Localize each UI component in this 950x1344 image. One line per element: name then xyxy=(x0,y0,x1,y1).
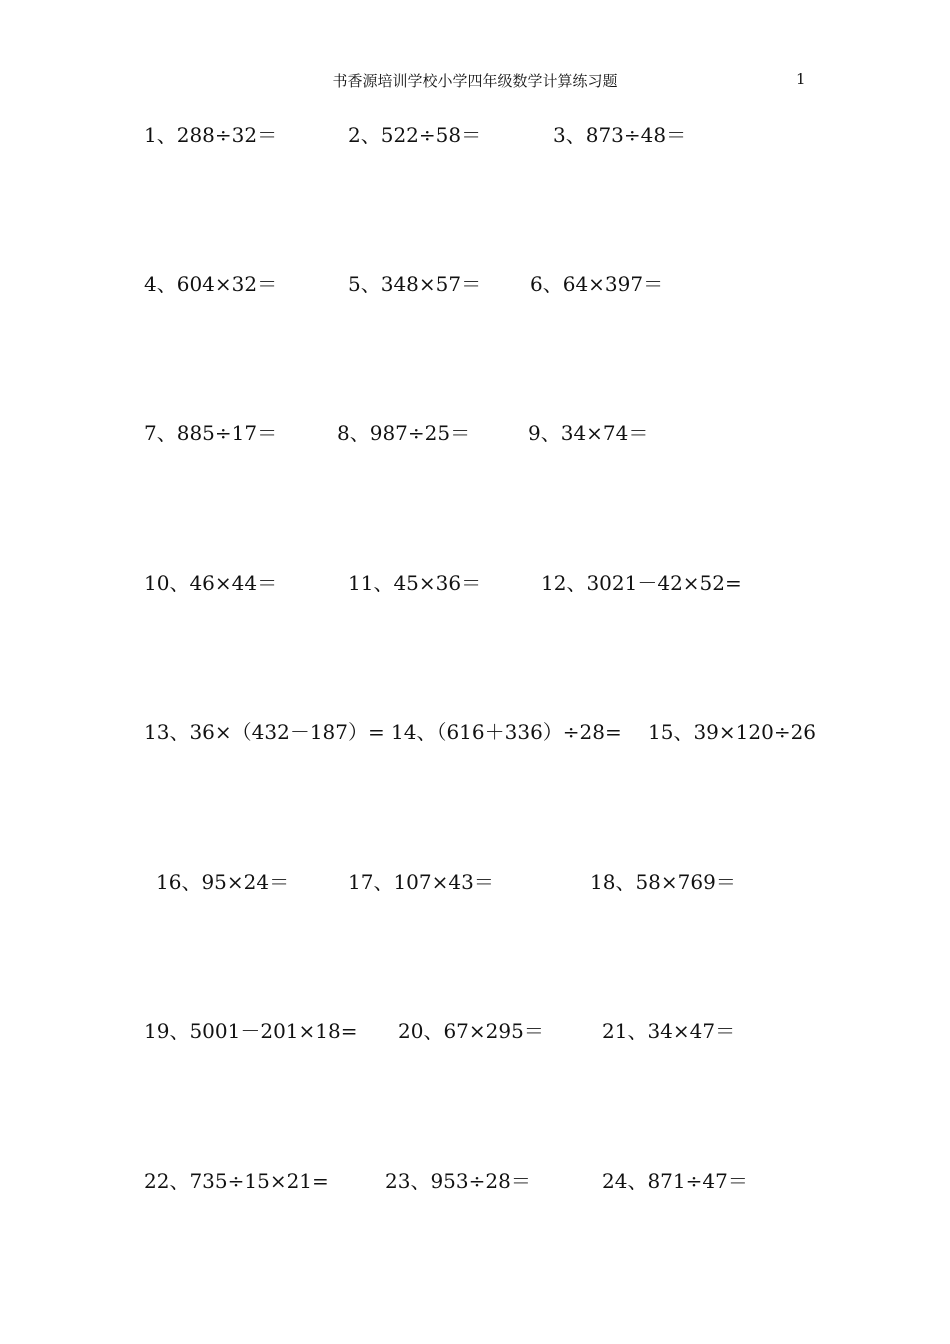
problem-20: 20、67×295＝ xyxy=(398,1019,544,1043)
page-number: 1 xyxy=(796,70,806,88)
problem-3: 3、873÷48＝ xyxy=(553,123,687,147)
problem-23: 23、953÷28＝ xyxy=(385,1169,531,1193)
problem-21: 21、34×47＝ xyxy=(602,1019,736,1043)
problem-16: 16、95×24＝ xyxy=(156,870,290,894)
problem-14: 14、（616＋336）÷28= xyxy=(391,720,622,744)
problem-10: 10、46×44＝ xyxy=(144,571,278,595)
problem-18: 18、58×769＝ xyxy=(590,870,736,894)
problem-24: 24、871÷47＝ xyxy=(602,1169,748,1193)
problem-19: 19、5001－201×18= xyxy=(144,1019,358,1043)
problem-2: 2、522÷58＝ xyxy=(348,123,482,147)
problem-17: 17、107×43＝ xyxy=(348,870,494,894)
problem-5: 5、348×57＝ xyxy=(348,272,482,296)
problem-13: 13、36×（432－187）= xyxy=(144,720,385,744)
page-title: 书香源培训学校小学四年级数学计算练习题 xyxy=(332,72,618,90)
problem-22: 22、735÷15×21= xyxy=(144,1169,329,1193)
problem-7: 7、885÷17＝ xyxy=(144,421,278,445)
problem-1: 1、288÷32＝ xyxy=(144,123,278,147)
problem-9: 9、34×74＝ xyxy=(528,421,649,445)
problem-6: 6、64×397＝ xyxy=(530,272,664,296)
problem-11: 11、45×36＝ xyxy=(348,571,482,595)
problem-4: 4、604×32＝ xyxy=(144,272,278,296)
problem-12: 12、3021－42×52= xyxy=(541,571,742,595)
problem-15: 15、39×120÷26 xyxy=(648,720,817,744)
problem-8: 8、987÷25＝ xyxy=(337,421,471,445)
